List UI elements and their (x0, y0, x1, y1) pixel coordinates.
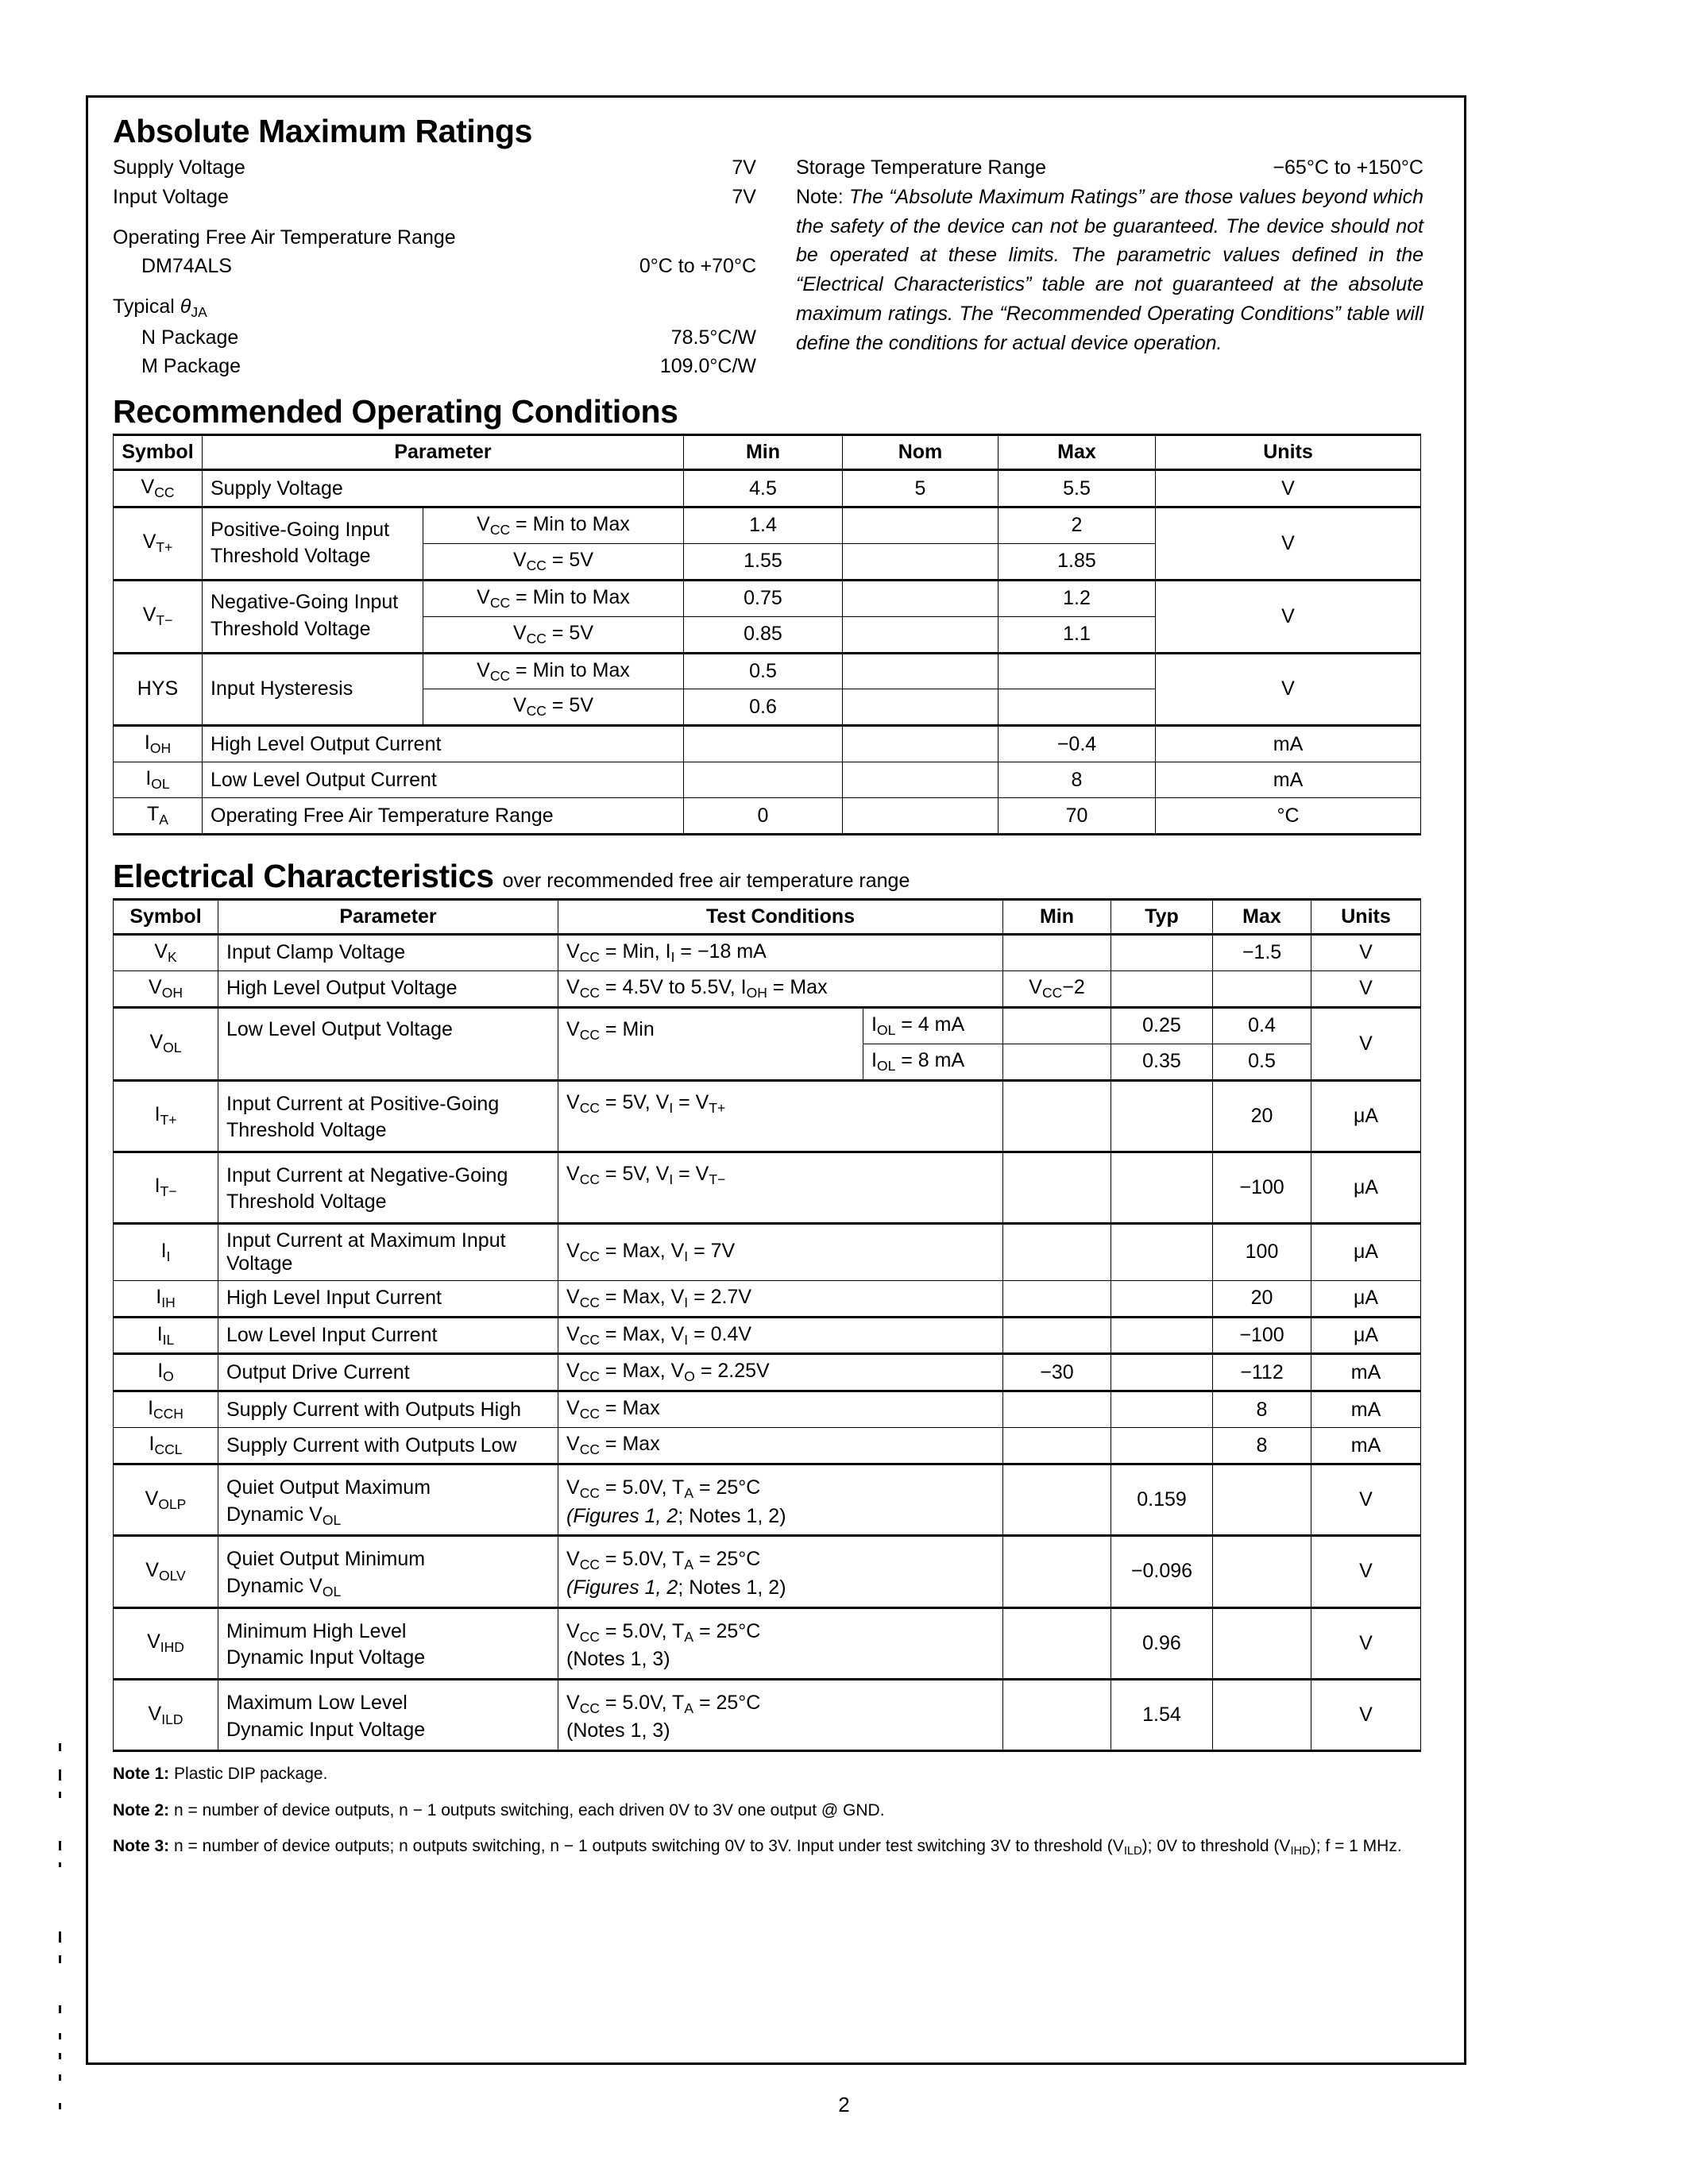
cell-test-condition: $V_{CC}$ = Min to Max (423, 507, 684, 543)
cell-typ: 0.25 (1111, 1007, 1213, 1044)
cell-test-condition: $V_{CC} = 5.0V$, $T_A = 25^\circ C$ (Notes 1, 3) (558, 1607, 1003, 1679)
amr-label: Input Voltage (113, 185, 229, 208)
cell-min (1003, 1007, 1111, 1044)
cell-max (1213, 1536, 1311, 1607)
cell-max: 1.2 (999, 580, 1156, 616)
cell-max: 5.5 (999, 470, 1156, 507)
table-row (114, 1280, 1421, 1317)
footnote-1 (113, 1761, 1420, 1787)
cell-parameter: Supply Voltage (203, 470, 684, 507)
scan-artifact (59, 1841, 61, 1850)
cell-symbol: HYS (114, 653, 203, 726)
table-row (114, 1391, 1421, 1428)
cell-units: V (1311, 1536, 1421, 1607)
amr-value: 0°C to +70°C (639, 255, 756, 278)
table-row (114, 1354, 1421, 1391)
cell-parameter: Quiet Output Minimum Dynamic $V_{OL}$ (218, 1536, 558, 1607)
cell-parameter: Input Current at Maximum Input Voltage (218, 1223, 558, 1280)
cell-units: V (1156, 653, 1421, 726)
cell-test-condition: $V_{CC} = 4.5V$ to 5.5V, $I_{OH}$ = Max (558, 970, 1003, 1007)
cell-test-subcondition: $I_{OL} = 4$ mA (863, 1007, 1003, 1044)
cell-min: 4.5 (684, 470, 843, 507)
cell-parameter: Input Current at Negative-Going Threshold Voltage (218, 1152, 558, 1223)
cell-units: V (1311, 970, 1421, 1007)
cell-nom (843, 580, 999, 616)
amr-row (113, 183, 756, 212)
footnote-text: Plastic DIP package. (174, 1765, 328, 1784)
column-header-parameter: Parameter (218, 900, 558, 935)
cell-nom (843, 798, 999, 835)
cell-min (1003, 935, 1111, 971)
amr-value: −65°C to +150°C (1273, 156, 1423, 179)
electrical-characteristics-title (113, 859, 1447, 893)
cell-test-condition: $V_{CC}$ = Min to Max (423, 580, 684, 616)
cell-min (684, 762, 843, 798)
cell-min: 0 (684, 798, 843, 835)
cell-min (1003, 1044, 1111, 1080)
cell-symbol: $V_{IHD}$ (114, 1607, 218, 1679)
cell-max (999, 653, 1156, 689)
cell-test-condition: $V_{CC} = 5.0V$, $T_A = 25^\circ C$ (Figures 1, 2; Notes 1, 2) (558, 1464, 1003, 1536)
cell-test-condition: $V_{CC}$ = Max (558, 1428, 1003, 1464)
cell-min: 0.5 (684, 653, 843, 689)
cell-min (1003, 1317, 1111, 1354)
cell-units: mA (1156, 726, 1421, 762)
column-header-nom: Nom (843, 435, 999, 470)
table-row (114, 580, 1421, 616)
cell-min (1003, 1464, 1111, 1536)
cell-min: 0.85 (684, 616, 843, 653)
footnote-text: n = number of device outputs, n − 1 outputs switching, each driven 0V to 3V one output @ GND. (174, 1800, 885, 1819)
table-row (114, 970, 1421, 1007)
cell-max: 0.5 (1213, 1044, 1311, 1080)
cell-units: mA (1311, 1428, 1421, 1464)
cell-max: 1.85 (999, 543, 1156, 580)
cell-max (1213, 1464, 1311, 1536)
cell-test-condition: $V_{CC}$ = Max, $V_I = 7V$ (558, 1223, 1003, 1280)
cell-nom (843, 762, 999, 798)
cell-units: V (1311, 1607, 1421, 1679)
cell-symbol: $I_{IL}$ (114, 1317, 218, 1354)
table-row (114, 1152, 1421, 1223)
cell-min (1003, 1223, 1111, 1280)
amr-value: 7V (732, 185, 756, 208)
table-row (114, 726, 1421, 762)
cell-min (1003, 1280, 1111, 1317)
cell-max (1213, 1679, 1311, 1750)
table-row (114, 507, 1421, 543)
cell-parameter: High Level Input Current (218, 1280, 558, 1317)
cell-min (1003, 1428, 1111, 1464)
amr-label: Storage Temperature Range (796, 156, 1047, 179)
cell-units: V (1311, 1679, 1421, 1750)
cell-typ (1111, 1317, 1213, 1354)
cell-symbol: $I_{OH}$ (114, 726, 203, 762)
cell-typ: 0.159 (1111, 1464, 1213, 1536)
scan-artifact (59, 2005, 61, 2013)
cell-symbol: $V_{OH}$ (114, 970, 218, 1007)
scan-artifact (59, 1792, 61, 1798)
amr-label: N Package (141, 326, 239, 349)
cell-symbol: $I_{T-}$ (114, 1152, 218, 1223)
cell-max: −112 (1213, 1354, 1311, 1391)
cell-symbol: $I_{CCH}$ (114, 1391, 218, 1428)
cell-max: 8 (1213, 1391, 1311, 1428)
cell-typ (1111, 970, 1213, 1007)
column-header-units: Units (1311, 900, 1421, 935)
cell-symbol: $V_{CC}$ (114, 470, 203, 507)
table-row (114, 1007, 1421, 1044)
column-header-typ: Typ (1111, 900, 1213, 935)
note-label: Note: (796, 185, 844, 208)
page-number: 2 (838, 2093, 850, 2116)
cell-symbol: $V_{OLV}$ (114, 1536, 218, 1607)
cell-min (684, 726, 843, 762)
amr-value: 7V (732, 156, 756, 179)
cell-max: 20 (1213, 1080, 1311, 1152)
cell-parameter: Low Level Output Current (203, 762, 684, 798)
cell-nom (843, 653, 999, 689)
cell-parameter: Supply Current with Outputs High (218, 1391, 558, 1428)
cell-parameter: Input Clamp Voltage (218, 935, 558, 971)
cell-min (1003, 1391, 1111, 1428)
amr-row (113, 292, 756, 323)
footnote-2 (113, 1798, 1420, 1823)
ec-title-subtitle: over recommended free air temperature range (502, 870, 910, 892)
cell-units: μA (1311, 1280, 1421, 1317)
cell-symbol: $I_{CCL}$ (114, 1428, 218, 1464)
scan-artifact (59, 1955, 61, 1963)
cell-nom (843, 726, 999, 762)
cell-symbol: $I_{IH}$ (114, 1280, 218, 1317)
scan-artifact (59, 1931, 61, 1943)
table-header-row (114, 435, 1421, 470)
cell-units: μA (1311, 1317, 1421, 1354)
cell-units: V (1156, 580, 1421, 653)
cell-symbol: $I_{T+}$ (114, 1080, 218, 1152)
cell-parameter: Negative-Going Input Threshold Voltage (203, 580, 423, 653)
cell-max: 0.4 (1213, 1007, 1311, 1044)
cell-typ (1111, 1428, 1213, 1464)
cell-parameter: Low Level Input Current (218, 1317, 558, 1354)
cell-symbol: $V_{ILD}$ (114, 1679, 218, 1750)
amr-value: 78.5°C/W (670, 326, 756, 349)
cell-parameter: Positive-Going Input Threshold Voltage (203, 507, 423, 580)
cell-min: 0.75 (684, 580, 843, 616)
cell-typ: −0.096 (1111, 1536, 1213, 1607)
cell-max: −100 (1213, 1152, 1311, 1223)
column-header-min: Min (1003, 900, 1111, 935)
scan-artifact (59, 2053, 61, 2059)
cell-min: 0.6 (684, 689, 843, 726)
cell-max (1213, 1607, 1311, 1679)
footnote-label: Note 1: (113, 1765, 170, 1784)
table-row (114, 798, 1421, 835)
cell-max: −1.5 (1213, 935, 1311, 971)
cell-max: 8 (1213, 1428, 1311, 1464)
cell-symbol: $I_I$ (114, 1223, 218, 1280)
table-header-row (114, 900, 1421, 935)
cell-units: mA (1156, 762, 1421, 798)
ec-title-main: Electrical Characteristics (113, 858, 494, 894)
cell-symbol: $V_{T+}$ (114, 507, 203, 580)
amr-row (113, 352, 756, 381)
cell-units: V (1156, 507, 1421, 580)
cell-test-condition: $V_{CC} = 5V$, $V_I = V_{T-}$ (558, 1152, 1003, 1223)
cell-typ (1111, 1391, 1213, 1428)
column-header-units: Units (1156, 435, 1421, 470)
cell-parameter: Operating Free Air Temperature Range (203, 798, 684, 835)
amr-label: M Package (141, 355, 241, 378)
scan-artifact (59, 2033, 61, 2039)
amr-value: 109.0°C/W (659, 355, 756, 378)
note-text: The “Absolute Maximum Ratings” are those values beyond which the safety of the device can not be guaranteed. The device should not be operated at these limits. The parametric values defined in the “Electrical Characteristics” table are not guaranteed at the absolute maximum ratings. The “Recommended Operating Conditions” table will define the conditions for actual device operation. (796, 185, 1423, 354)
footnote-label: Note 2: (113, 1800, 170, 1819)
column-header-test-conditions: Test Conditions (558, 900, 1003, 935)
cell-min: 1.4 (684, 507, 843, 543)
cell-min: 1.55 (684, 543, 843, 580)
cell-max: 100 (1213, 1223, 1311, 1280)
cell-nom (843, 689, 999, 726)
cell-min (1003, 1080, 1111, 1152)
cell-typ: 0.96 (1111, 1607, 1213, 1679)
cell-test-condition: $V_{CC} = 5V$ (423, 689, 684, 726)
cell-parameter: Supply Current with Outputs Low (218, 1428, 558, 1464)
table-row (114, 935, 1421, 971)
cell-typ (1111, 935, 1213, 971)
electrical-characteristics-table (113, 898, 1421, 1752)
scan-artifact (59, 1743, 61, 1751)
cell-test-condition: $V_{CC} = 5.0V$, $T_A = 25^\circ C$ (Figures 1, 2; Notes 1, 2) (558, 1536, 1003, 1607)
absolute-max-ratings-title: Absolute Maximum Ratings (113, 113, 533, 149)
cell-test-condition: $V_{CC}$ = Min, $I_I = -18$ mA (558, 935, 1003, 971)
column-header-min: Min (684, 435, 843, 470)
cell-nom (843, 543, 999, 580)
recommended-operating-conditions-title: Recommended Operating Conditions (113, 393, 678, 430)
cell-test-condition: $V_{CC} = 5.0V$, $T_A = 25^\circ C$ (Notes 1, 3) (558, 1679, 1003, 1750)
cell-typ (1111, 1080, 1213, 1152)
footnotes (113, 1761, 1420, 1860)
cell-typ (1111, 1280, 1213, 1317)
cell-test-condition: $V_{CC} = 5V$, $V_I = V_{T+}$ (558, 1080, 1003, 1152)
table-row (114, 1679, 1421, 1750)
cell-units: μA (1311, 1223, 1421, 1280)
amr-label: DM74ALS (141, 255, 232, 278)
table-row (114, 1223, 1421, 1280)
cell-test-condition: $V_{CC} = 5V$ (423, 616, 684, 653)
table-row (114, 1317, 1421, 1354)
cell-symbol: $V_{T-}$ (114, 580, 203, 653)
cell-symbol: $I_O$ (114, 1354, 218, 1391)
amr-label: Typical $\theta_{JA}$ (113, 295, 207, 320)
cell-min (1003, 1536, 1111, 1607)
cell-max: 20 (1213, 1280, 1311, 1317)
cell-units: mA (1311, 1354, 1421, 1391)
cell-typ (1111, 1223, 1213, 1280)
cell-max (999, 689, 1156, 726)
cell-symbol: $I_{OL}$ (114, 762, 203, 798)
cell-test-condition: $V_{CC}$ = Max, $V_I = 0.4V$ (558, 1317, 1003, 1354)
cell-units: mA (1311, 1391, 1421, 1428)
amr-row-storage-temp (796, 153, 1423, 183)
absolute-max-ratings-block (113, 153, 1423, 392)
cell-nom (843, 507, 999, 543)
cell-units: V (1311, 1464, 1421, 1536)
cell-symbol: $V_{OL}$ (114, 1007, 218, 1080)
cell-min (1003, 1679, 1111, 1750)
footnote-text: n = number of device outputs; n outputs switching, n − 1 outputs switching 0V to 3V. Input under test switching 3V to threshold $(V_{ILD})$; 0V to threshold $(V_{IHD})$; f = 1 MHz. (174, 1837, 1402, 1858)
absolute-max-left-column (113, 153, 756, 381)
amr-row (113, 153, 756, 183)
cell-parameter: Input Current at Positive-Going Threshold Voltage (218, 1080, 558, 1152)
cell-parameter: Input Hysteresis (203, 653, 423, 726)
cell-max (1213, 970, 1311, 1007)
cell-symbol: $V_K$ (114, 935, 218, 971)
amr-row (113, 252, 756, 281)
cell-test-condition: $V_{CC}$ = Max, $V_I = 2.7V$ (558, 1280, 1003, 1317)
cell-max: 1.1 (999, 616, 1156, 653)
table-row (114, 1428, 1421, 1464)
footnote-label: Note 3: (113, 1837, 170, 1856)
table-row (114, 1080, 1421, 1152)
column-header-symbol: Symbol (114, 435, 203, 470)
column-header-symbol: Symbol (114, 900, 218, 935)
scan-artifact (59, 1769, 61, 1781)
cell-parameter: Minimum High Level Dynamic Input Voltage (218, 1607, 558, 1679)
cell-test-subcondition: $I_{OL} = 8$ mA (863, 1044, 1003, 1080)
cell-typ: 1.54 (1111, 1679, 1213, 1750)
cell-nom: 5 (843, 470, 999, 507)
table-row (114, 1607, 1421, 1679)
amr-label: Operating Free Air Temperature Range (113, 226, 456, 249)
cell-parameter: Maximum Low Level Dynamic Input Voltage (218, 1679, 558, 1750)
absolute-max-right-column (796, 153, 1423, 357)
cell-parameter: High Level Output Voltage (218, 970, 558, 1007)
table-row (114, 1536, 1421, 1607)
cell-test-condition: $V_{CC}$ = Min (558, 1007, 863, 1080)
cell-max: −0.4 (999, 726, 1156, 762)
cell-test-condition: $V_{CC}$ = Max, $V_O = 2.25V$ (558, 1354, 1003, 1391)
cell-min: −30 (1003, 1354, 1111, 1391)
column-header-max: Max (999, 435, 1156, 470)
cell-symbol: $T_A$ (114, 798, 203, 835)
footnote-3 (113, 1834, 1420, 1860)
cell-units: μA (1311, 1080, 1421, 1152)
cell-max: 2 (999, 507, 1156, 543)
amr-label: Supply Voltage (113, 156, 245, 179)
cell-min (1003, 1152, 1111, 1223)
cell-parameter: High Level Output Current (203, 726, 684, 762)
table-row (114, 1464, 1421, 1536)
table-row (114, 762, 1421, 798)
cell-units: V (1311, 1007, 1421, 1080)
cell-min: $V_{CC}-2$ (1003, 970, 1111, 1007)
cell-units: V (1156, 470, 1421, 507)
absolute-max-note (796, 183, 1423, 358)
cell-typ: 0.35 (1111, 1044, 1213, 1080)
cell-parameter: Output Drive Current (218, 1354, 558, 1391)
scan-artifact (59, 1862, 61, 1867)
amr-row (113, 223, 756, 253)
cell-parameter: Low Level Output Voltage (218, 1007, 558, 1080)
recommended-operating-conditions-table (113, 434, 1421, 835)
scan-artifact (59, 2074, 61, 2081)
cell-test-condition: $V_{CC}$ = Min to Max (423, 653, 684, 689)
cell-max: 70 (999, 798, 1156, 835)
cell-parameter: Quiet Output Maximum Dynamic $V_{OL}$ (218, 1464, 558, 1536)
cell-nom (843, 616, 999, 653)
column-header-parameter: Parameter (203, 435, 684, 470)
cell-units: μA (1311, 1152, 1421, 1223)
cell-min (1003, 1607, 1111, 1679)
amr-row (113, 323, 756, 353)
cell-test-condition: $V_{CC}$ = Max (558, 1391, 1003, 1428)
cell-symbol: $V_{OLP}$ (114, 1464, 218, 1536)
column-header-max: Max (1213, 900, 1311, 935)
cell-units: °C (1156, 798, 1421, 835)
cell-units: V (1311, 935, 1421, 971)
cell-typ (1111, 1354, 1213, 1391)
table-row (114, 470, 1421, 507)
table-row (114, 653, 1421, 689)
cell-typ (1111, 1152, 1213, 1223)
cell-max: 8 (999, 762, 1156, 798)
cell-max: −100 (1213, 1317, 1311, 1354)
cell-test-condition: $V_{CC} = 5V$ (423, 543, 684, 580)
